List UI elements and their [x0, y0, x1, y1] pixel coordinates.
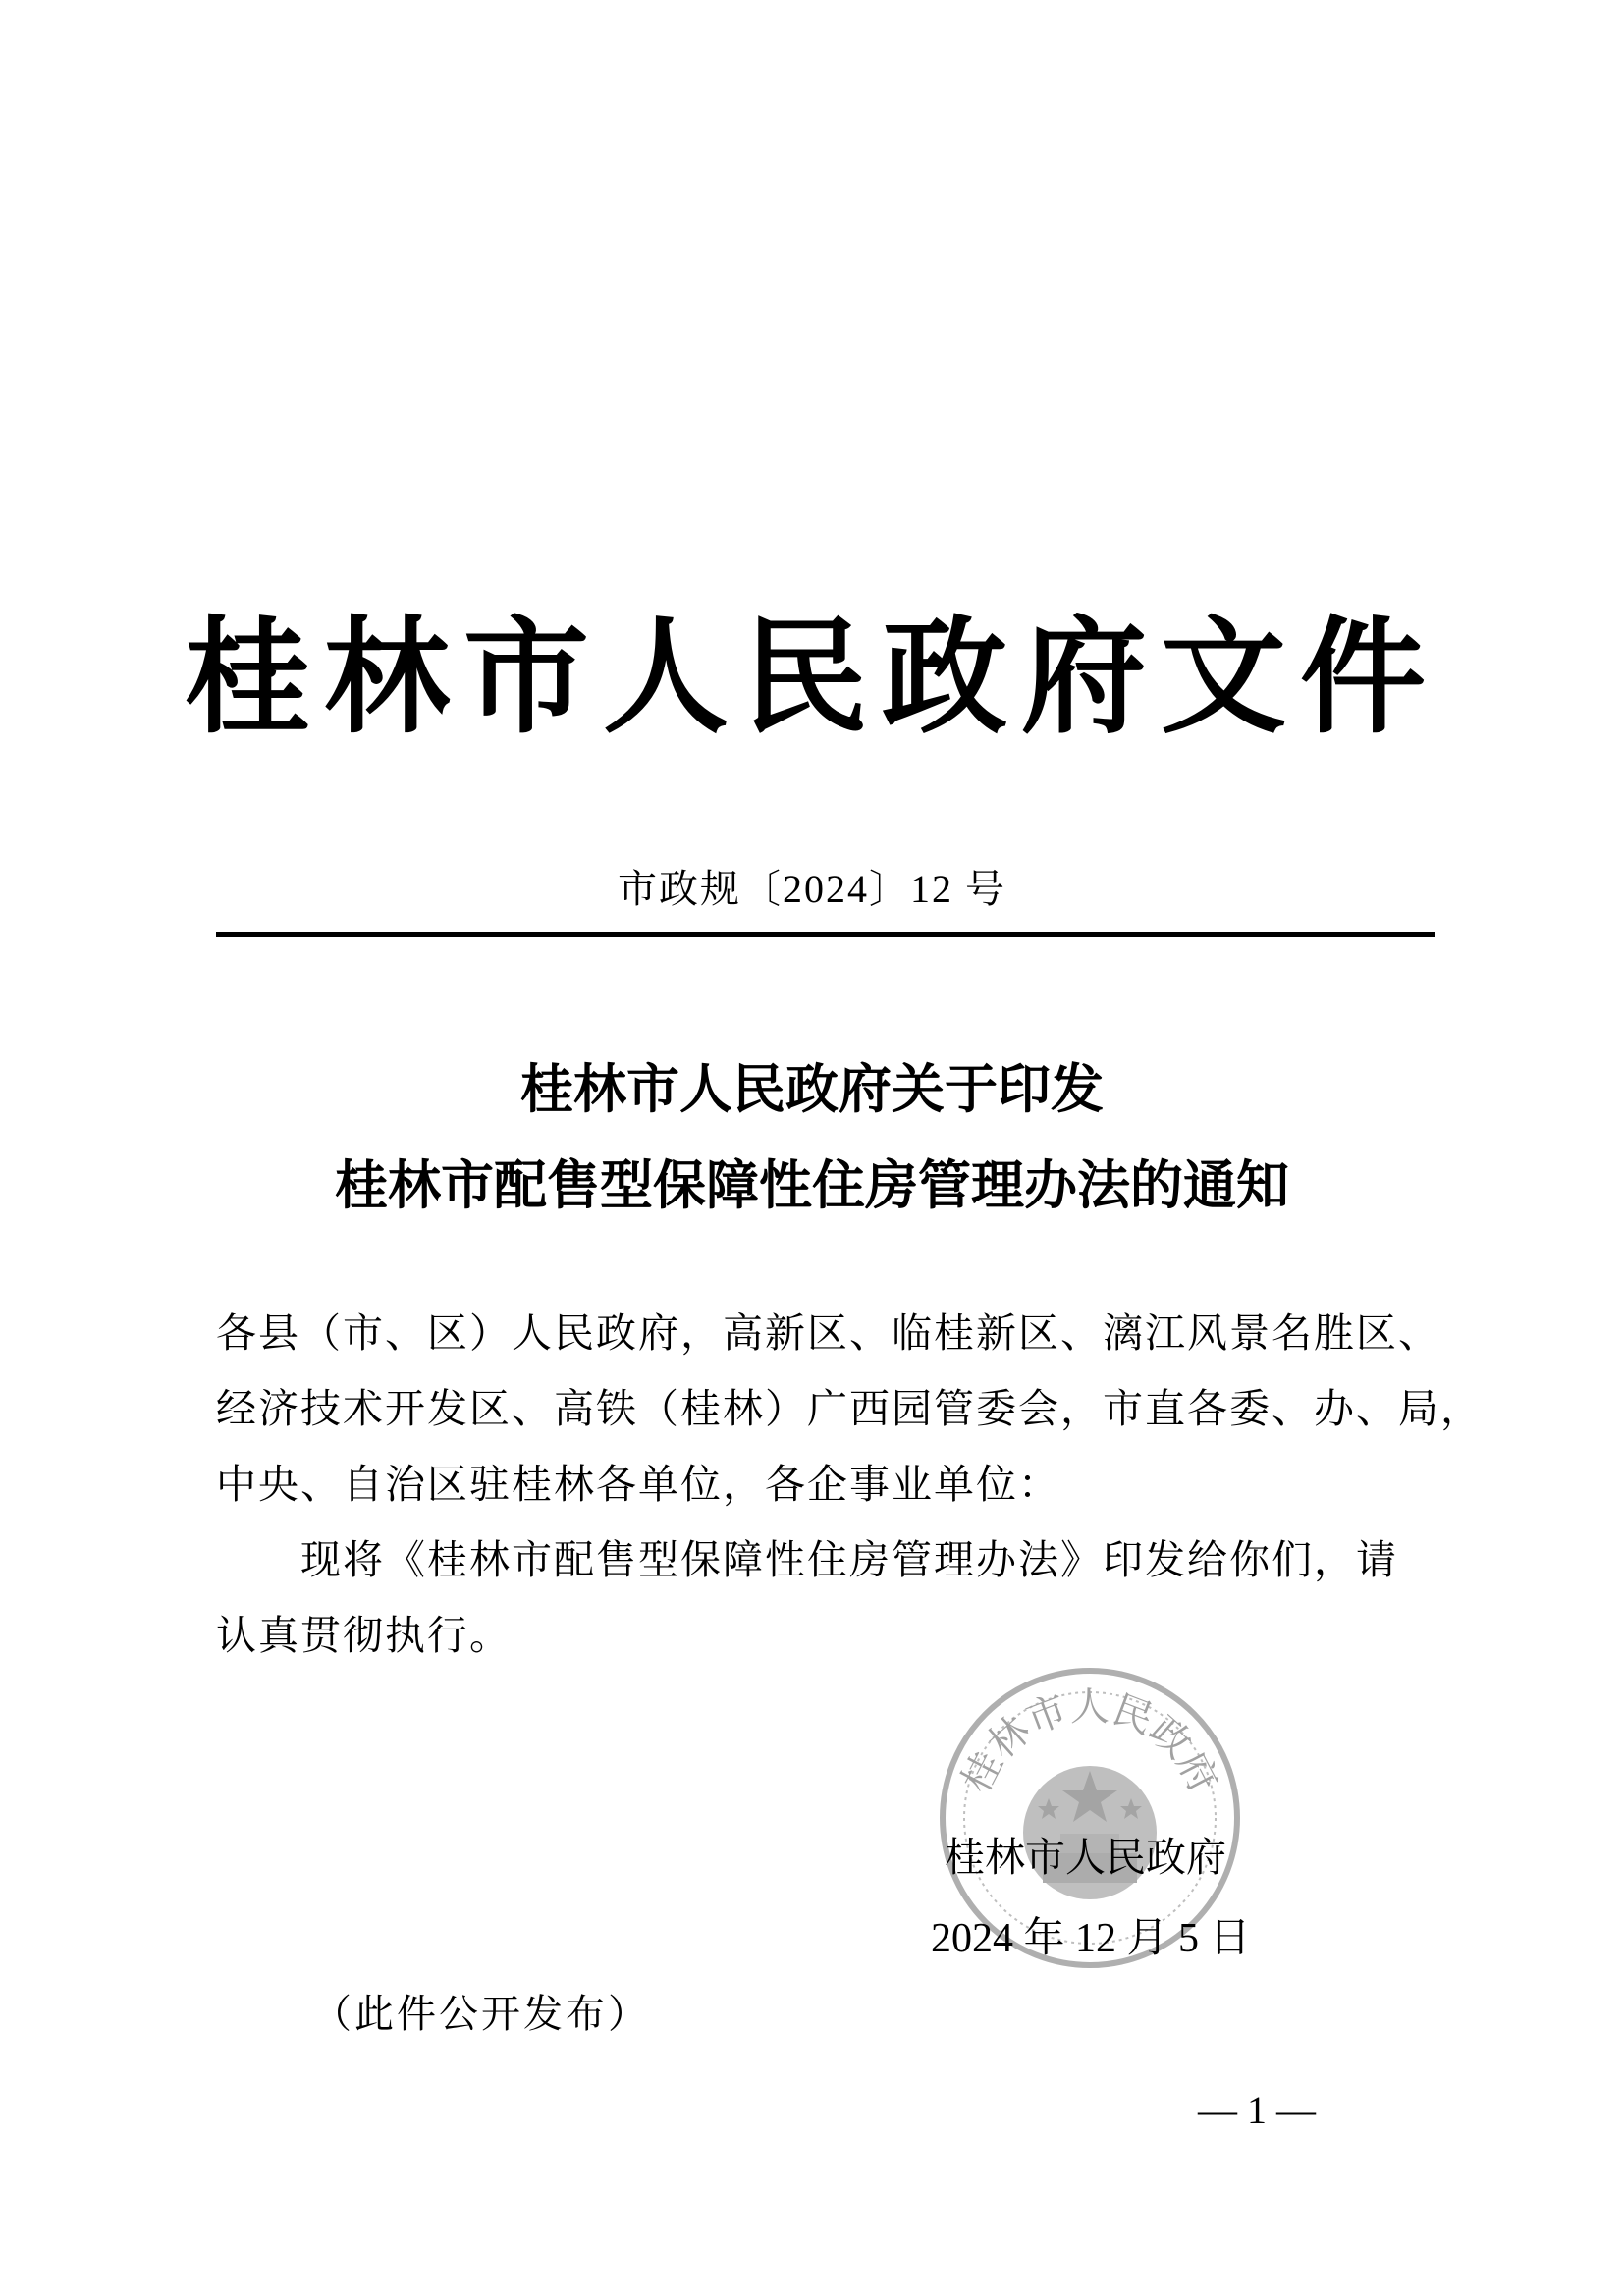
issuer-header: 桂林市人民政府文件: [184, 604, 1439, 751]
recipients-line-3: 中央、自治区驻桂林各单位，各企事业单位：: [216, 1461, 1060, 1508]
notice-title-line-1: 桂林市人民政府关于印发: [520, 1057, 1104, 1120]
body-line-1: 现将《桂林市配售型保障性住房管理办法》印发给你们，请: [300, 1536, 1398, 1583]
header-divider: [216, 932, 1435, 937]
body-paragraph: [216, 1522, 1443, 1674]
notice-title-line-2: 桂林市配售型保障性住房管理办法的通知: [335, 1153, 1289, 1216]
page-number: — 1 —: [1198, 2088, 1316, 2132]
document-number: 市政规〔2024〕12 号: [618, 867, 1006, 911]
public-release-note: （此件公开发布）: [312, 1992, 650, 2037]
seal-text: 桂林市人民政府: [953, 1684, 1226, 1800]
issue-date: 2024 年 12 月 5 日: [931, 1916, 1251, 1961]
notice-title: [0, 1041, 1624, 1233]
signer-name: 桂林市人民政府: [945, 1834, 1226, 1881]
recipients-line-2: 经济技术开发区、高铁（桂林）广西园管委会，市直各委、办、局，: [216, 1385, 1483, 1432]
recipients-line-1: 各县（市、区）人民政府，高新区、临桂新区、漓江风景名胜区、: [216, 1309, 1440, 1357]
recipients-block: [216, 1296, 1483, 1522]
body-line-2: 认真贯彻执行。: [216, 1612, 512, 1659]
